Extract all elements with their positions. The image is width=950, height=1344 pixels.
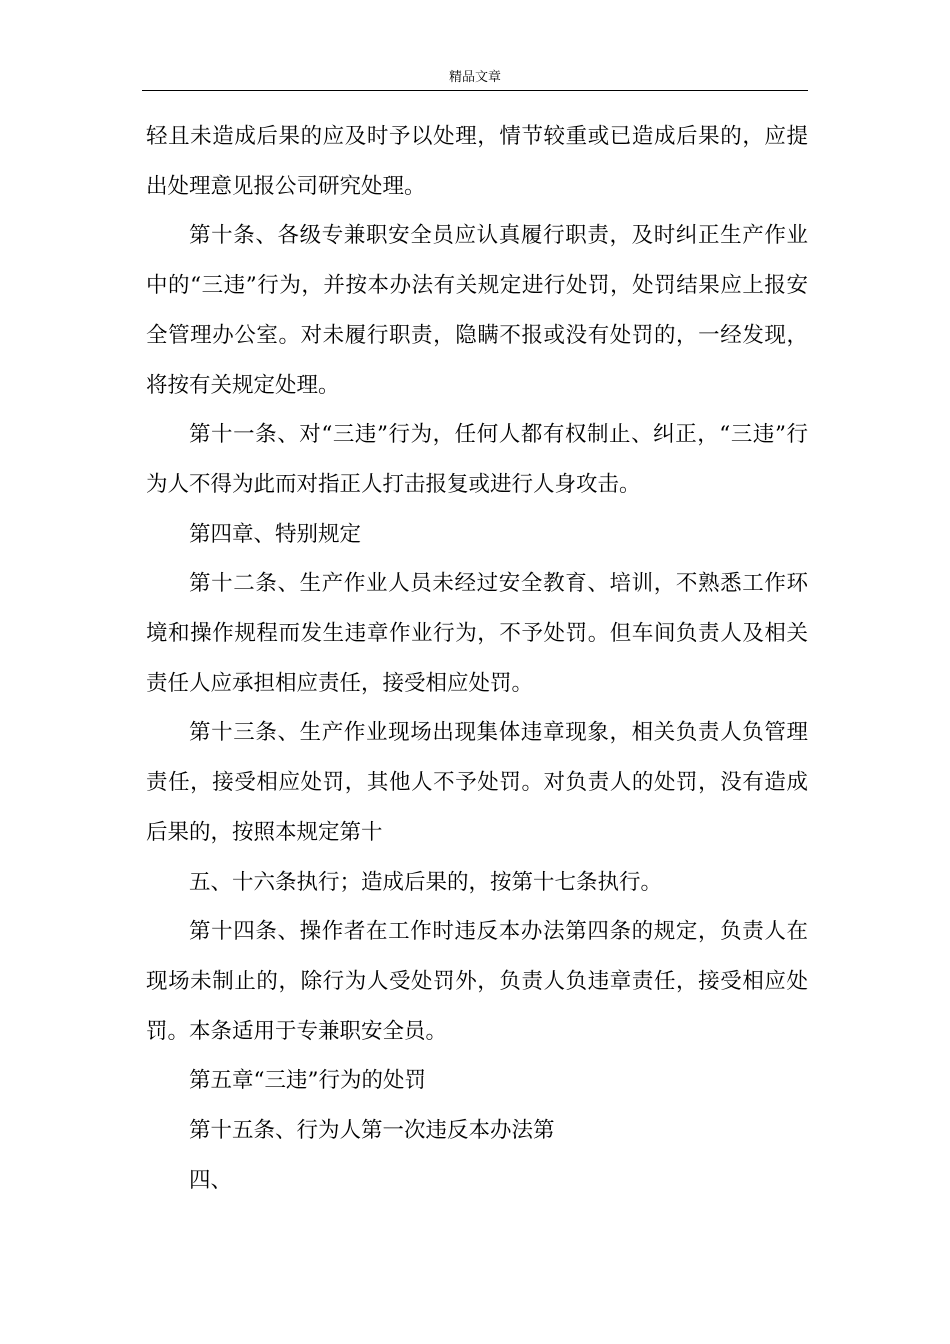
- paragraph: 四、: [189, 1167, 233, 1193]
- paragraph: 五、十六条执行；造成后果的，按第十七条执行。: [189, 869, 663, 895]
- paragraph: 轻且未造成后果的应及时予以处理，情节较重或已造成后果的，应提出处理意见报公司研究处理。: [146, 124, 808, 199]
- paragraph: 第十条、各级专兼职安全员应认真履行职责，及时纠正生产作业中的“三违”行为，并按本办法有关规定进行处罚，处罚结果应上报安全管理办公室。对未履行职责，隐瞒不报或没有处罚的，一经发现，将按有关规定处理。: [146, 223, 808, 398]
- chapter-heading: 第四章、特别规定: [189, 521, 362, 547]
- paragraph: 第十二条、生产作业人员未经过安全教育、培训，不熟悉工作环境和操作规程而发生违章作业行为，不予处罚。但车间负责人及相关责任人应承担相应责任，接受相应处罚。: [146, 571, 808, 696]
- page-header: [142, 70, 808, 91]
- document-body: [146, 112, 808, 1205]
- header-title: 精品文章: [448, 70, 501, 85]
- paragraph: 第十一条、对“三违”行为，任何人都有权制止、纠正，“三违”行为人不得为此而对指正人打击报复或进行人身攻击。: [146, 422, 808, 497]
- chapter-heading: 第五章“三违”行为的处罚: [189, 1068, 426, 1094]
- paragraph: 第十五条、行为人第一次违反本办法第: [189, 1118, 555, 1144]
- paragraph: 第十四条、操作者在工作时违反本办法第四条的规定，负责人在现场未制止的，除行为人受处罚外，负责人负违章责任，接受相应处罚。本条适用于专兼职安全员。: [146, 919, 808, 1044]
- paragraph: 第十三条、生产作业现场出现集体违章现象，相关负责人负管理责任，接受相应处罚，其他人不予处罚。对负责人的处罚，没有造成后果的，按照本规定第十: [146, 720, 808, 845]
